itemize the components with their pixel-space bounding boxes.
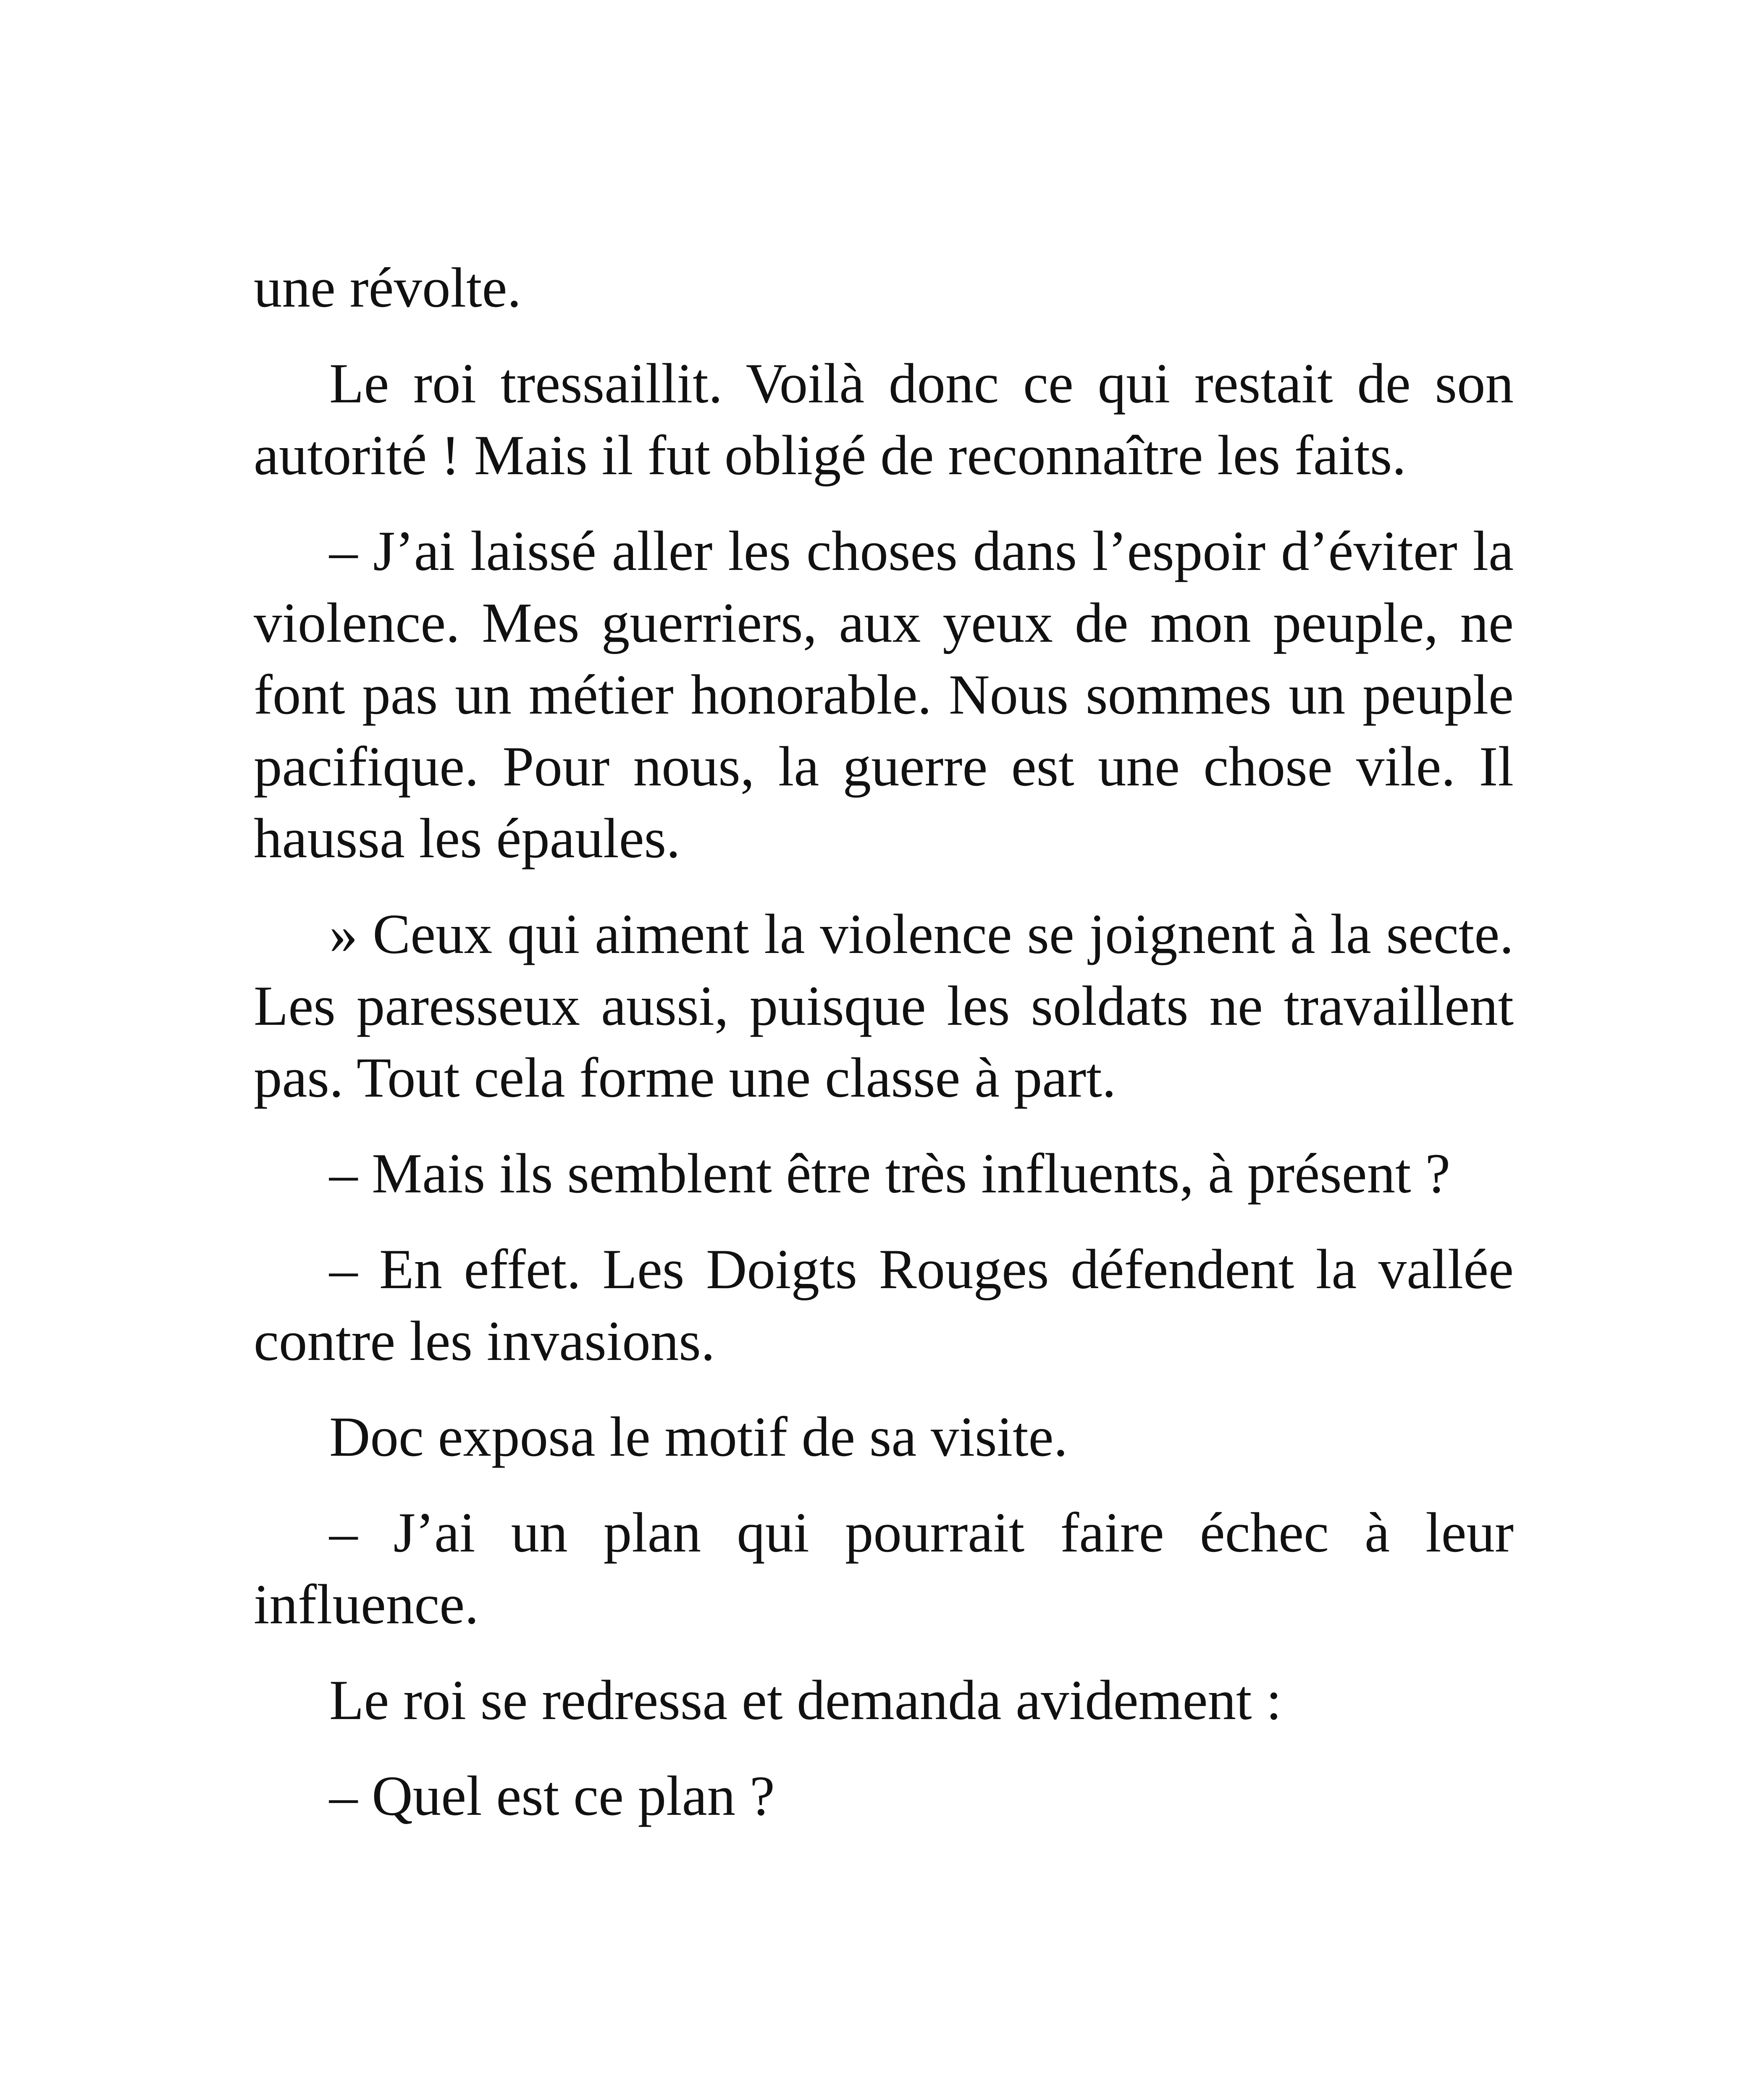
body-text [254, 252, 1514, 1856]
paragraph: – J’ai laissé aller les choses dans l’espoir d’éviter la violence. Mes guerriers, aux yeux de mon peuple, ne font pas un métier honorable. Nous sommes un peuple pacifique. Pour nous, la guerre est une chose vile. Il haussa les épaules. [254, 520, 1514, 870]
paragraph: – En effet. Les Doigts Rouges défendent la vallée contre les invasions. [254, 1238, 1514, 1373]
paragraph: – J’ai un plan qui pourrait faire échec à leur influence. [254, 1502, 1514, 1636]
paragraph: – Mais ils semblent être très influents, à présent ? [329, 1142, 1451, 1205]
paragraph: Doc exposa le motif de sa visite. [329, 1406, 1068, 1468]
paragraph: » Ceux qui aiment la violence se joignent à la secte. Les paresseux aussi, puisque les soldats ne travaillent pas. Tout cela forme une classe à part. [254, 903, 1514, 1109]
paragraph: une révolte. [254, 257, 522, 319]
paragraph: – Quel est ce plan ? [329, 1765, 775, 1827]
paragraph: Le roi se redressa et demanda avidement : [329, 1669, 1282, 1732]
paragraph: Le roi tressaillit. Voilà donc ce qui restait de son autorité ! Mais il fut obligé de reconnaître les faits. [254, 352, 1514, 487]
